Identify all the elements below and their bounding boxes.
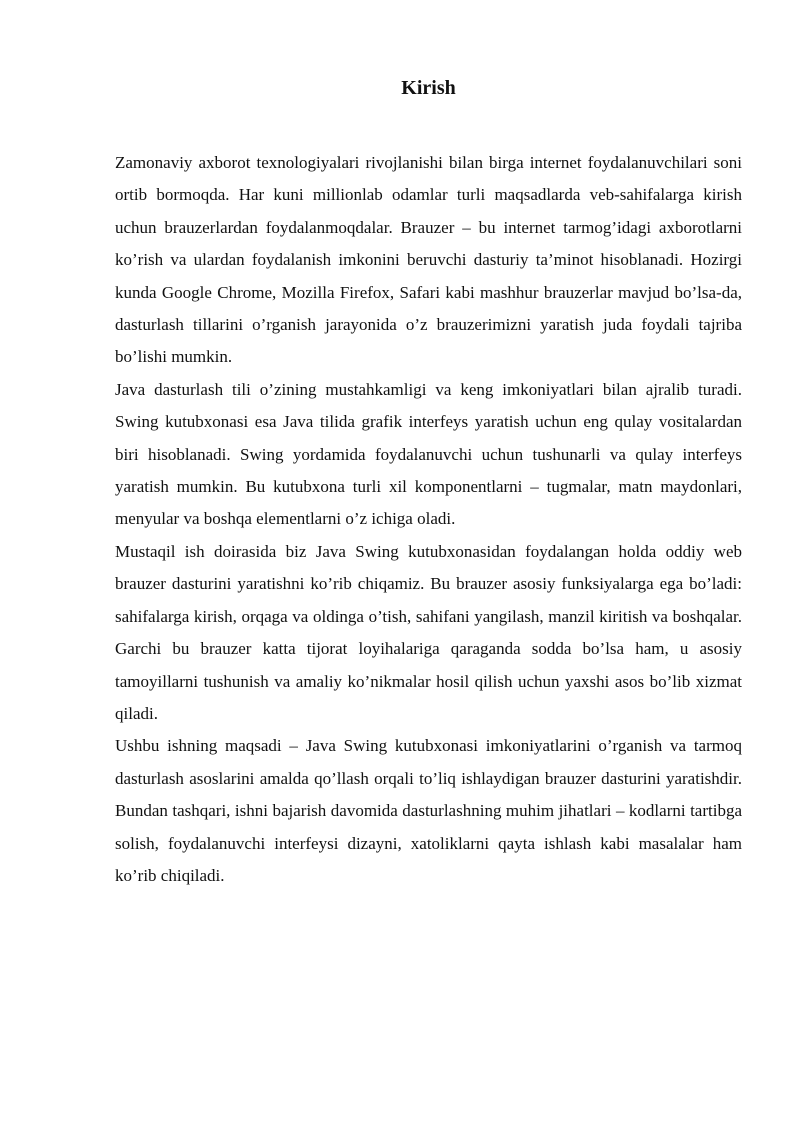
paragraph-1: Zamonaviy axborot texnologiyalari rivojlanishi bilan birga internet foydalanuvchilari soni ortib bormoqda. Har kuni millionlab odamlar turli maqsadlarda veb-sahifalarga kirish uchun brauzerlardan foydalanmoqdalar. Brauzer – bu internet tarmog’idagi axborotlarni ko’rish va ulardan foydalanish imkonini beruvchi dasturiy ta’minot hisoblanadi. Hozirgi kunda Google Chrome, Mozilla Firefox, Safari kabi mashhur brauzerlar mavjud bo’lsa-da, dasturlash tillarini o’rganish jarayonida o’z brauzerimizni yaratish juda foydali tajriba bo’lishi mumkin. bbox=[115, 153, 742, 367]
paragraph-4: Ushbu ishning maqsadi – Java Swing kutubxonasi imkoniyatlarini o’rganish va tarmoq dasturlash asoslarini amalda qo’llash orqali to’liq ishlaydigan brauzer dasturini yaratishdir. Bundan tashqari, ishni bajarish davomida dasturlashning muhim jihatlari – kodlarni tartibga solish, foydalanuvchi interfeysi dizayni, xatoliklarni qayta ishlash kabi masalalar ham ko’rib chiqiladi. bbox=[115, 736, 742, 885]
paragraph-2: Java dasturlash tili o’zining mustahkamligi va keng imkoniyatlari bilan ajralib turadi. Swing kutubxonasi esa Java tilida grafik interfeys yaratish uchun eng qulay vositalardan biri hisoblanadi. Swing yordamida foydalanuvchi uchun tushunarli va qulay interfeys yaratish mumkin. Bu kutubxona turli xil komponentlarni – tugmalar, matn maydonlari, menyular va boshqa elementlarni o’z ichiga oladi. bbox=[115, 379, 742, 529]
paragraph-3: Mustaqil ish doirasida biz Java Swing kutubxonasidan foydalangan holda oddiy web brauzer dasturini yaratishni ko’rib chiqamiz. Bu brauzer asosiy funksiyalarga ega bo’ladi: sahifalarga kirish, orqaga va oldinga o’tish, sahifani yangilash, manzil kiritish va boshqalar. Garchi bu brauzer katta tijorat loyihalariga qaraganda sodda bo’lsa ham, u asosiy tamoyillarni tushunish va amaliy ko’nikmalar hosil qilish uchun yaxshi asos bo’lib xizmat qiladi. bbox=[115, 541, 742, 723]
body-text bbox=[115, 147, 742, 892]
page-title: Kirish bbox=[401, 77, 456, 99]
